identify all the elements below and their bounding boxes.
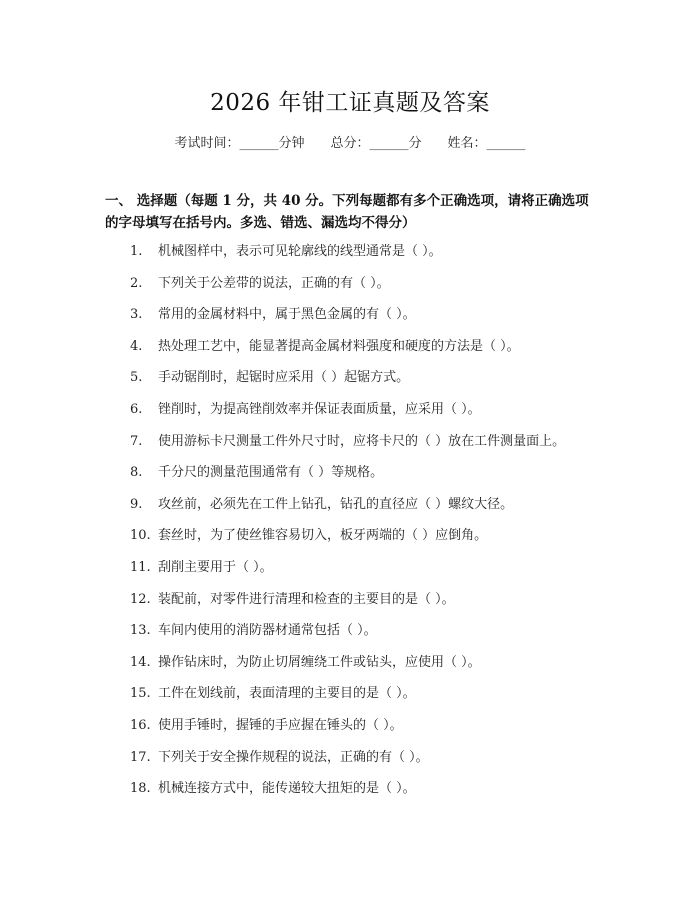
question-item — [130, 433, 610, 465]
question-list — [130, 243, 610, 812]
question-text: 锉削时，为提高锉削效率并保证表面质量，应采用（ ）。 — [158, 401, 481, 417]
question-item — [130, 243, 610, 275]
question-text: 下列关于安全操作规程的说法，正确的有（ ）。 — [158, 749, 429, 765]
question-item — [130, 685, 610, 717]
question-number: 11. — [130, 559, 151, 575]
question-text: 车间内使用的消防器材通常包括（ ）。 — [158, 623, 377, 639]
question-item — [130, 622, 610, 654]
question-text: 刮削主要用于（ ）。 — [158, 559, 273, 575]
question-text: 机械图样中，表示可见轮廓线的线型通常是（ ）。 — [158, 244, 442, 259]
question-number: 10. — [130, 528, 151, 544]
question-text: 装配前，对零件进行清理和检查的主要目的是（ ）。 — [158, 591, 455, 607]
page-title: 2026 年钳工证真题及答案 — [210, 90, 490, 116]
question-item — [130, 306, 610, 338]
question-number: 17. — [130, 749, 151, 765]
question-text: 使用手锤时，握锤的手应握在锤头的（ ）。 — [158, 717, 403, 733]
question-number: 13. — [130, 623, 151, 639]
question-number: 5. — [130, 370, 143, 386]
question-number: 6. — [130, 401, 143, 417]
question-number: 4. — [130, 338, 143, 354]
section-heading: 一、 选择题（每题 1 分，共 40 分。下列每题都有多个正确选项，请将正确选项的字母填写在括号内。多选、错选、漏选均不得分） — [105, 193, 589, 231]
question-text: 热处理工艺中，能显著提高金属材料强度和硬度的方法是（ ）。 — [158, 338, 520, 354]
question-text: 使用游标卡尺测量工件外尺寸时，应将卡尺的（ ）放在工件测量面上。 — [158, 433, 566, 449]
question-number: 7. — [130, 433, 143, 449]
question-text: 套丝时，为了使丝锥容易切入，板牙两端的（ ）应倒角。 — [158, 528, 488, 544]
name-field: 姓名：______ — [447, 136, 526, 151]
question-number: 1. — [130, 244, 143, 259]
exam-time-field: 考试时间：______分钟 — [174, 136, 305, 151]
question-item — [130, 717, 610, 749]
total-score-field: 总分：______分 — [330, 136, 422, 151]
question-number: 2. — [130, 275, 143, 291]
question-item — [130, 749, 610, 781]
question-number: 3. — [130, 307, 143, 323]
question-item — [130, 527, 610, 559]
question-item — [130, 591, 610, 623]
question-item — [130, 559, 610, 591]
question-item — [130, 654, 610, 686]
question-text: 操作钻床时，为防止切屑缠绕工件或钻头，应使用（ ）。 — [158, 654, 481, 670]
question-item — [130, 369, 610, 401]
question-item — [130, 464, 610, 496]
question-text: 千分尺的测量范围通常有（ ）等规格。 — [158, 465, 384, 481]
question-text: 攻丝前，必须先在工件上钻孔，钻孔的直径应（ ）螺纹大径。 — [158, 496, 514, 512]
question-number: 18. — [130, 781, 151, 797]
question-number: 15. — [130, 686, 151, 702]
question-text: 机械连接方式中，能传递较大扭矩的是（ ）。 — [158, 781, 416, 797]
question-number: 16. — [130, 717, 151, 733]
question-item — [130, 338, 610, 370]
question-text: 常用的金属材料中，属于黑色金属的有（ ）。 — [158, 307, 416, 323]
question-item — [130, 496, 610, 528]
question-number: 12. — [130, 591, 151, 607]
question-number: 8. — [130, 465, 143, 481]
question-text: 下列关于公差带的说法，正确的有（ ）。 — [158, 275, 390, 291]
question-number: 14. — [130, 654, 151, 670]
question-item — [130, 401, 610, 433]
question-item — [130, 275, 610, 307]
question-item — [130, 780, 610, 812]
question-text: 手动锯削时，起锯时应采用（ ）起锯方式。 — [158, 370, 410, 386]
exam-info-line — [0, 132, 700, 151]
question-number: 9. — [130, 496, 143, 512]
question-text: 工件在划线前，表面清理的主要目的是（ ）。 — [158, 686, 416, 702]
